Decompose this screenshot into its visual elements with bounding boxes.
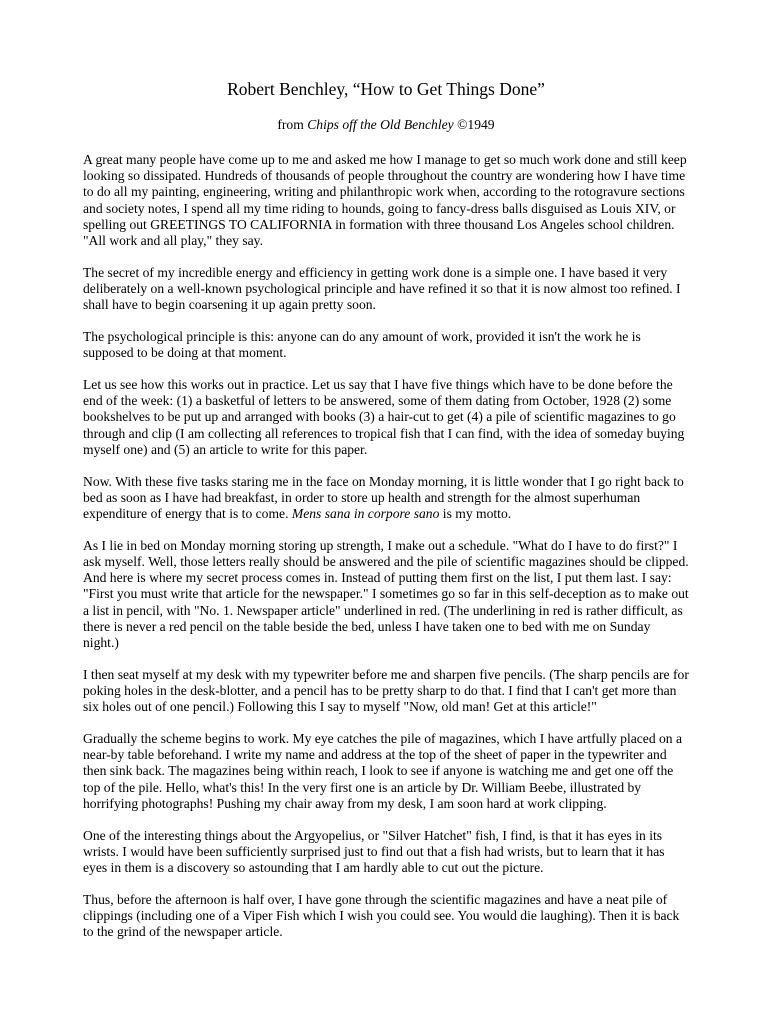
paragraph-10: Thus, before the afternoon is half over, I have gone through the scientific magazines and have a neat pile of clippings (including one of a Viper Fish which I wish you could see. You would die laughing). Then it is back to the grind of the newspaper article. [83, 891, 680, 940]
paragraph-2: The secret of my incredible energy and efficiency in getting work done is a simple one. I have based it very deliberately on a well-known psychological principle and have refined it so that it is now almost too refined. I shall have to begin coarsening it up again pretty soon. [83, 264, 681, 313]
paragraph-5-end: is my motto. [439, 506, 512, 522]
paragraph-7: I then seat myself at my desk with my typewriter before me and sharpen five pencils. (The sharp pencils are for poking holes in the desk-blotter, and a pencil has to be pretty sharp to do that. I find that I can't get more than six holes out of one pencil.) Following this I say to myself "Now, old man! Get at this article!" [83, 666, 689, 715]
paragraph-6: As I lie in bed on Monday morning storing up strength, I make out a schedule. "What do I have to do first?" I ask myself. Well, those letters really should be answered and the pile of scientific magazines should be clipped. And here is where my secret process comes in. Instead of putting them first on the list, I put them last. I say: "First you must write that article for the newspaper." I sometimes go so far in this self-deception as to make out a list in pencil, with "No. 1. Newspaper article" underlined in red. (The underlining in red is rather difficult, as there is never a red pencil on the table beside the bed, unless I have taken one to bed with me on Sunday night.) [83, 537, 689, 651]
document-title: Robert Benchley, “How to Get Things Done” [227, 79, 545, 99]
source-line [83, 116, 689, 134]
latin-motto: Mens sana in corpore sano [291, 506, 440, 522]
book-title: Chips off the Old Benchley [307, 117, 454, 132]
paragraph-5-text: Now. With these five tasks staring me in the face on Monday morning, it is little wonder that I go right back to bed as soon as I have had breakfast, in order to store up health and strength for the almost superhuman expenditure of energy that is to come. [83, 473, 684, 522]
source-prefix: from [277, 117, 308, 132]
paragraph-3: The psychological principle is this: anyone can do any amount of work, provided it isn't the work he is supposed to be doing at that moment. [83, 329, 641, 361]
paragraph-1: A great many people have come up to me and asked me how I manage to get so much work done and still keep looking so dissipated. Hundreds of thousands of people throughout the country are wondering how I have time to do all my painting, engineering, writing and philanthropic work when, according to the rotogravure sections and society notes, I spend all my time riding to hounds, going to fancy-dress balls disguised as Louis XIV, or spelling out GREETINGS TO CALIFORNIA in formation with three thousand Los Angeles school children. "All work and all play," they say. [83, 152, 687, 249]
paragraph-8: Gradually the scheme begins to work. My eye catches the pile of magazines, which I have artfully placed on a near-by table beforehand. I write my name and address at the top of the sheet of paper in the typewriter and then sink back. The magazines being within reach, I look to see if anyone is watching me and get one off the top of the pile. Hello, what's this! In the very first one is an article by Dr. William Beebe, illustrated by horrifying photographs! Pushing my chair away from my desk, I am soon hard at work clipping. [83, 731, 683, 811]
paragraph-9: One of the interesting things about the Argyopelius, or "Silver Hatchet" fish, I find, is that it has eyes in its wrists. I would have been sufficiently surprised just to find out that a fish had wrists, but to learn that it has eyes in them is a discovery so astounding that I am hardly able to cut out the picture. [83, 827, 665, 876]
document-page [83, 78, 689, 956]
paragraph-5 [83, 474, 689, 523]
source-year: ©1949 [453, 117, 495, 132]
paragraph-4: Let us see how this works out in practice. Let us say that I have five things which have to be done before the end of the week: (1) a basketful of letters to be answered, some of them dating from October, 1928 (2) some bookshelves to be put up and arranged with books (3) a hair-cut to get (4) a pile of scientific magazines to go through and clip (I am collecting all references to tropical fish that I can find, with the idea of someday buying myself one) and (5) an article to write for this paper. [83, 377, 685, 457]
